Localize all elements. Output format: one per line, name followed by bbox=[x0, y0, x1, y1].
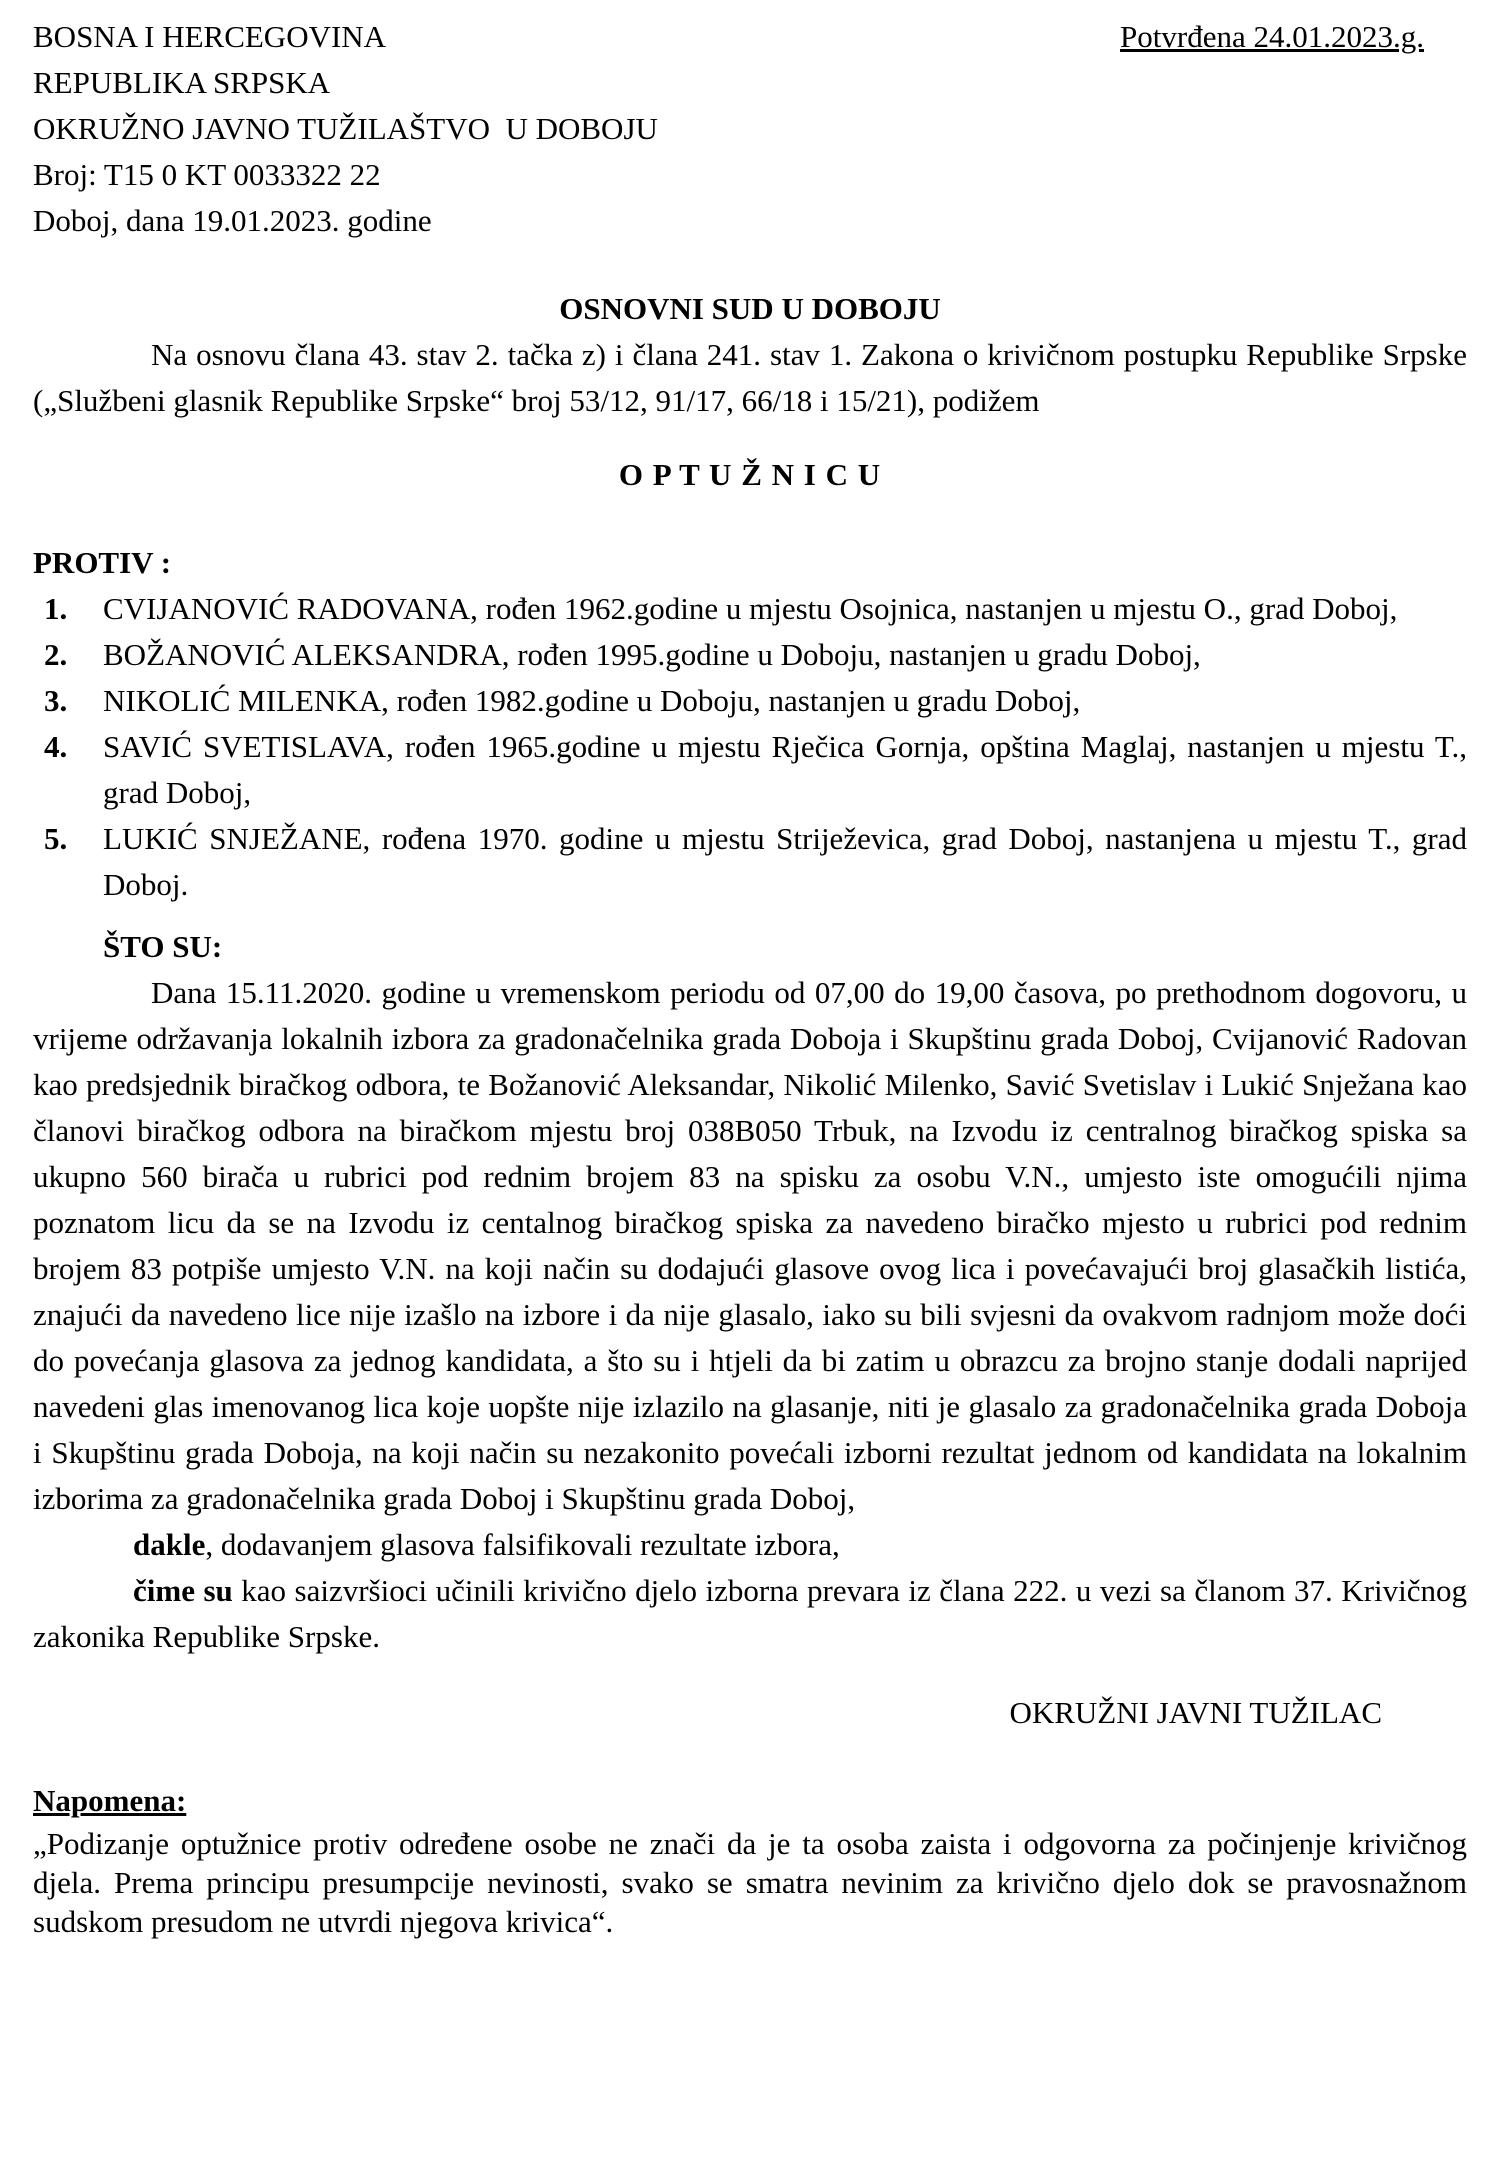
dakle-lead: dakle bbox=[133, 1527, 206, 1562]
defendant-item bbox=[33, 632, 1467, 678]
defendant-number: 1. bbox=[44, 591, 68, 626]
header-line-case-number: Broj: T15 0 KT 0033322 22 bbox=[33, 157, 381, 192]
cime-rest: kao saizvršioci učinili krivično djelo izborna prevara iz člana 222. u vezi sa članom 37. Krivičnog zakonika Republike Srpske. bbox=[33, 1573, 1467, 1654]
header-line-office: OKRUŽNO JAVNO TUŽILAŠTVO U DOBOJU bbox=[33, 111, 658, 146]
conclusion-dakle bbox=[33, 1522, 1467, 1568]
header-line-entity: REPUBLIKA SRPSKA bbox=[33, 65, 331, 100]
defendant-item bbox=[33, 586, 1467, 632]
dakle-rest: , dodavanjem glasova falsifikovali rezultate izbora, bbox=[205, 1527, 840, 1562]
defendant-number: 5. bbox=[44, 821, 68, 856]
defendant-text: NIKOLIĆ MILENKA, rođen 1982.godine u Doboju, nastanjen u gradu Doboj, bbox=[103, 683, 1081, 718]
header-line-date: Doboj, dana 19.01.2023. godine bbox=[33, 203, 432, 238]
defendant-item bbox=[33, 724, 1467, 816]
defendant-list bbox=[33, 586, 1467, 908]
defendant-text: SAVIĆ SVETISLAVA, rođen 1965.godine u mjestu Rječica Gornja, opština Maglaj, nastanjen u mjestu T., grad Doboj, bbox=[103, 729, 1467, 810]
defendant-number: 3. bbox=[44, 683, 68, 718]
defendant-text: CVIJANOVIĆ RADOVANA, rođen 1962.godine u mjestu Osojnica, nastanjen u mjestu O., grad Doboj, bbox=[103, 591, 1398, 626]
court-title: OSNOVNI SUD U DOBOJU bbox=[559, 291, 941, 326]
defendant-number: 4. bbox=[44, 729, 68, 764]
document-header bbox=[33, 14, 1467, 244]
confirmation-date: Potvrđena 24.01.2023.g. bbox=[1120, 19, 1424, 54]
against-label: PROTIV : bbox=[33, 545, 172, 580]
defendant-item bbox=[33, 816, 1467, 908]
what-they-did-label: ŠTO SU: bbox=[103, 929, 223, 964]
note-label: Napomena: bbox=[33, 1783, 187, 1818]
header-line-country: BOSNA I HERCEGOVINA bbox=[33, 19, 387, 54]
note-paragraph: „Podizanje optužnice protiv određene osobe ne znači da je ta osoba zaista i odgovorna za počinjenje krivičnog djela. Prema principu presumpcije nevinosti, svako se smatra nevinim za krivično djelo dok se pravosnažnom sudskom presudom ne utvrdi njegova krivica“. bbox=[33, 1826, 1467, 1939]
intro-paragraph: Na osnovu člana 43. stav 2. tačka z) i člana 241. stav 1. Zakona o krivičnom postupku Republike Srpske („Službeni glasnik Republike Srpske“ broj 53/12, 91/17, 66/18 i 15/21), podižem bbox=[33, 337, 1467, 418]
facts-paragraph: Dana 15.11.2020. godine u vremenskom periodu od 07,00 do 19,00 časova, po prethodnom dogovoru, u vrijeme održavanja lokalnih izbora za gradonačelnika grada Doboja i Skupštinu grada Doboj, Cvijanović Radovan kao predsjednik biračkog odbora, te Božanović Aleksandar, Nikolić Milenko, Savić Svetislav i Lukić Snježana kao članovi biračkog odbora na biračkom mjestu broj 038B050 Trbuk, na Izvodu iz centralnog biračkog spiska sa ukupno 560 birača u rubrici pod rednim brojem 83 na spisku za osobu V.N., umjesto iste omogućili njima poznatom licu da se na Izvodu iz centalnog biračkog spiska za navedeno biračko mjesto u rubrici pod rednim brojem 83 potpiše umjesto V.N. na koji način su dodajući glasove ovog lica i povećavajući broj glasačkih listića, znajući da navedeno lice nije izašlo na izbore i da nije glasalo, iako su bili svjesni da ovakvom radnjom može doći do povećanja glasova za jednog kandidata, a što su i htjeli da bi zatim u obrazcu za brojno stanje dodali naprijed navedeni glas imenovanog lica koje uopšte nije izlazilo na glasanje, niti je glasalo za gradonačelnika grada Doboja i Skupštinu grada Doboja, na koji način su nezakonito povećali izborni rezultat jednom od kandidata na lokalnim izborima za gradonačelnika grada Doboj i Skupštinu grada Doboj, bbox=[33, 975, 1467, 1516]
header-left-block bbox=[33, 14, 658, 244]
defendant-item bbox=[33, 678, 1467, 724]
defendant-number: 2. bbox=[44, 637, 68, 672]
conclusion-cime bbox=[33, 1568, 1467, 1660]
defendant-text: BOŽANOVIĆ ALEKSANDRA, rođen 1995.godine u Doboju, nastanjen u gradu Doboj, bbox=[103, 637, 1201, 672]
defendant-text: LUKIĆ SNJEŽANE, rođena 1970. godine u mjestu Striježevica, grad Doboj, nastanjena u mjestu T., grad Doboj. bbox=[103, 821, 1467, 902]
indictment-title: O P T U Ž N I C U bbox=[618, 457, 882, 492]
cime-lead: čime su bbox=[133, 1573, 233, 1608]
prosecutor-title: OKRUŽNI JAVNI TUŽILAC bbox=[1009, 1695, 1382, 1730]
